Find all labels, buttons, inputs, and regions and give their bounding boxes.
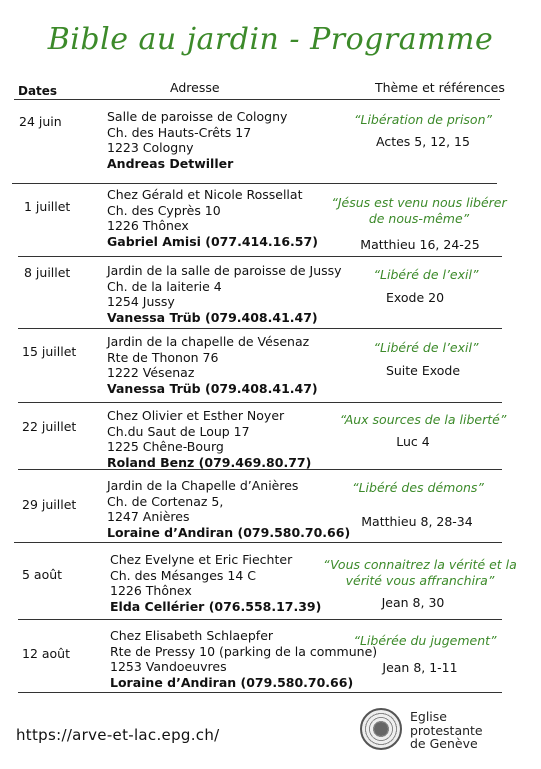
row-date: 24 juin — [19, 114, 62, 129]
address-line: 1253 Vandoeuvres — [110, 659, 227, 674]
address-line: Rte de Thonon 76 — [107, 349, 219, 365]
host-name: Vanessa Trüb (079.408.41.47) — [107, 309, 318, 325]
header-divider — [14, 99, 500, 100]
row-theme: “Libéré des démons” — [352, 480, 484, 495]
address-line: 1223 Cologny — [107, 140, 194, 155]
row-divider — [18, 692, 502, 693]
row-reference: Matthieu 8, 28-34 — [361, 514, 473, 529]
row-reference: Exode 20 — [385, 290, 445, 305]
host-name: Elda Cellérier (076.558.17.39) — [110, 598, 322, 614]
address-line: 1226 Thônex — [110, 583, 192, 598]
header-theme: Thème et références — [375, 80, 505, 95]
address-line: 1225 Chêne-Bourg — [107, 439, 224, 454]
host-name: Loraine d’Andiran (079.580.70.66) — [110, 674, 354, 690]
host-name: Andreas Detwiller — [107, 155, 234, 171]
row-address — [107, 187, 318, 249]
host-name: Roland Benz (079.469.80.77) — [107, 454, 312, 470]
row-reference: Suite Exode — [385, 363, 461, 378]
row-divider — [18, 256, 502, 257]
address-line: Ch. des Hauts-Crêts 17 — [107, 124, 252, 140]
header-dates: Dates — [18, 84, 58, 98]
address-line: Chez Olivier et Esther Noyer — [107, 408, 285, 423]
row-date: 1 juillet — [24, 199, 71, 214]
address-line: Ch. des Mésanges 14 C — [110, 567, 256, 583]
organization-name-line: Eglise — [410, 709, 447, 724]
row-divider — [18, 328, 502, 329]
row-divider — [14, 542, 502, 543]
row-date: 15 juillet — [22, 344, 77, 359]
church-seal-icon — [360, 708, 402, 750]
row-reference: Luc 4 — [396, 434, 430, 449]
address-line: Ch. de la laiterie 4 — [107, 278, 222, 294]
address-line: Jardin de la chapelle de Vésenaz — [107, 334, 310, 349]
row-date: 5 août — [22, 567, 63, 582]
row-divider — [12, 183, 497, 184]
row-theme: “Vous connaitrez la vérité et la vérité vous affranchira” — [323, 557, 517, 588]
row-address — [107, 478, 350, 540]
row-address — [107, 263, 342, 325]
row-date: 8 juillet — [24, 265, 71, 280]
row-theme: “Libéré de l’exil” — [373, 340, 479, 355]
address-line: 1254 Jussy — [107, 294, 175, 309]
address-line: 1247 Anières — [107, 509, 190, 524]
row-address — [107, 109, 287, 171]
website-link[interactable]: https://arve-et-lac.epg.ch/ — [16, 726, 220, 744]
address-line: Chez Evelyne et Eric Fiechter — [110, 552, 293, 567]
row-theme: “Libérée du jugement” — [353, 633, 497, 648]
host-name: Loraine d’Andiran (079.580.70.66) — [107, 524, 351, 540]
address-line: 1222 Vésenaz — [107, 365, 195, 380]
header-address: Adresse — [170, 80, 220, 95]
address-line: Chez Elisabeth Schlaepfer — [110, 628, 274, 643]
row-theme: “Aux sources de la liberté” — [339, 412, 507, 427]
address-line: Ch.du Saut de Loup 17 — [107, 423, 250, 439]
row-address — [107, 408, 311, 470]
host-name: Gabriel Amisi (077.414.16.57) — [107, 233, 318, 249]
row-theme: “Libéré de l’exil” — [373, 267, 479, 282]
row-reference: Actes 5, 12, 15 — [376, 134, 470, 149]
organization-name — [410, 710, 483, 751]
organization-name-line: protestante — [410, 722, 483, 738]
row-divider — [18, 619, 502, 620]
address-line: Jardin de la Chapelle d’Anières — [107, 478, 299, 493]
row-divider — [18, 402, 502, 403]
row-reference: Jean 8, 30 — [381, 595, 445, 610]
address-line: Chez Gérald et Nicole Rossellat — [107, 187, 303, 202]
row-reference: Matthieu 16, 24-25 — [360, 237, 480, 252]
address-line: 1226 Thônex — [107, 218, 189, 233]
page-title: Bible au jardin - Programme — [47, 22, 494, 57]
address-line: Salle de paroisse de Cologny — [107, 109, 288, 124]
row-theme: “Libération de prison” — [354, 112, 492, 127]
row-date: 29 juillet — [22, 497, 77, 512]
row-address — [107, 334, 318, 396]
host-name: Vanessa Trüb (079.408.41.47) — [107, 380, 318, 396]
row-divider — [18, 469, 502, 470]
address-line: Rte de Pressy 10 (parking de la commune) — [110, 643, 378, 659]
address-line: Ch. des Cyprès 10 — [107, 202, 221, 218]
row-date: 22 juillet — [22, 419, 77, 434]
address-line: Jardin de la salle de paroisse de Jussy — [107, 263, 342, 278]
row-reference: Jean 8, 1-11 — [382, 660, 458, 675]
row-theme: “Jésus est venu nous libérer de nous-même” — [331, 195, 507, 226]
row-address — [110, 552, 321, 614]
address-line: Ch. de Cortenaz 5, — [107, 493, 224, 509]
row-date: 12 août — [22, 646, 71, 661]
organization-name-line: de Genève — [410, 736, 478, 751]
